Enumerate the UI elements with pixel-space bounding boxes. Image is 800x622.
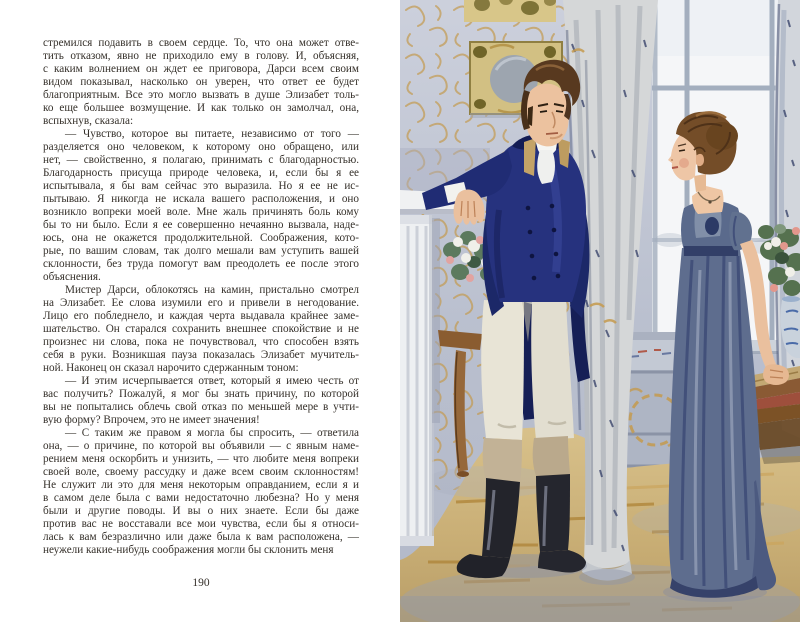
text-line: объяснения. bbox=[43, 271, 101, 283]
empire-waistband bbox=[684, 246, 738, 256]
text-line: с каким волнением он ждет ее приговора, Дарси всем своим bbox=[43, 63, 359, 75]
text-line: стремился подавить в своем сердце. То, что она может отве- bbox=[43, 37, 359, 49]
text-line: вы не попытались облечь свой отказ по меньшей мере в учти- bbox=[43, 401, 359, 413]
text-line: Благодарность присуща природе человека, и, если бы я ее bbox=[43, 167, 359, 179]
text-line: шательство. Он старался сохранить внешнее спокойствие и не bbox=[43, 323, 359, 335]
text-line: ко еще большее возмущение. И как только он замолчал, она, bbox=[43, 102, 359, 114]
text-line: произнес ни слова, пока не почувствовал, что способен взять bbox=[43, 336, 359, 348]
text-line: вую форму? Впрочем, это не имеет значения! bbox=[43, 414, 260, 426]
text-line: против вас не восставали все мои чувства, если бы я относи- bbox=[43, 518, 359, 530]
text-line: видом показывал, насколько он уверен, что ответ ее будет bbox=[43, 76, 359, 88]
text-line: пытываю. Я никогда не искала вашего расположения, и оно bbox=[43, 193, 359, 205]
text-line: вспыхнув, сказала: bbox=[43, 115, 134, 127]
text-line: рые, по вашим словам, так долго мешали вам уступить вашей bbox=[43, 245, 359, 257]
picture-frame-top bbox=[464, 0, 556, 22]
text-line: неужели какие-нибудь соображения могли бы склонить меня bbox=[43, 544, 334, 556]
text-line: своей воле, своему рассудку и даже всем своим склонностям! bbox=[43, 466, 359, 478]
text-line: на Элизабет. Ее слова изумили его и привели в негодование. bbox=[43, 297, 359, 309]
text-line: юсь, она не окажется продолжительной. Соображения, кото- bbox=[43, 232, 359, 244]
text-line: нет, — свойственно, я полагаю, принимать с благодарностью. bbox=[43, 154, 359, 166]
text-line: — И этим исчерпывается ответ, который я имею честь от bbox=[65, 375, 359, 387]
text-line: она, — о причине, по которой вы объявили — с явным наме- bbox=[43, 440, 359, 452]
text-line: Мистер Дарси, облокотясь на камин, пристально смотрел bbox=[65, 284, 359, 296]
text-line: тить отказом, явно не приходило ему в голову. И, объясняя, bbox=[43, 50, 359, 62]
text-line: — Чувство, которое вы питаете, независимо от того — bbox=[65, 128, 359, 140]
text-line: ной. Наконец он сказал нарочито сдержанным тоном: bbox=[43, 362, 299, 374]
waistcoat-collar bbox=[524, 138, 536, 176]
right-page-illustration bbox=[400, 0, 800, 622]
text-line: испытывала, я бы вам сейчас это выразила. Но я ее не ис- bbox=[43, 180, 359, 192]
breeches bbox=[481, 300, 524, 440]
elizabeth-neck bbox=[694, 174, 706, 192]
text-line: в самом деле была с вами недостаточно любезна? Но у меня bbox=[43, 492, 359, 504]
bodice-bow bbox=[705, 217, 719, 235]
text-line: рением меня оскорбить и унизить, — что любите меня вопреки bbox=[43, 453, 359, 465]
text-line: — С таким же правом я могла бы спросить, — ответила bbox=[65, 427, 359, 439]
elizabeth-ear bbox=[696, 154, 704, 166]
text-line: бы то ни было. Если я ее совершенно нечаянно вызвала, наде- bbox=[43, 219, 359, 231]
page-number: 190 bbox=[192, 577, 210, 589]
text-line: Лицо его побледнело, и каждая черта выдавала крайнее заме- bbox=[43, 310, 359, 322]
watercolor-illustration bbox=[400, 0, 800, 622]
text-line: себя в руки. Возникшая пауза показалась Элизабет мучитель- bbox=[43, 349, 359, 361]
text-line: были и другие поводы. И вы о них знаете. Если бы даже bbox=[43, 505, 359, 517]
text-line: вас получить? Пожалуй, я мог бы знать причину, по которой bbox=[43, 388, 359, 400]
text-line: разделяется оно человеком, к которому оно обращено, или bbox=[43, 141, 359, 153]
text-line: возникло вопреки моей воле. Мне жаль причинять боль кому bbox=[43, 206, 359, 218]
page-text bbox=[43, 37, 359, 557]
text-line: лась к вам безразлично или даже была к вам расположена, — bbox=[43, 531, 359, 543]
blush bbox=[679, 158, 689, 168]
text-line: склонности, без труда помогут вам преодолеть ее после этого bbox=[43, 258, 359, 270]
text-line: Не служит ли это для меня некоторым оправданием, если я и bbox=[43, 479, 359, 491]
boot-top bbox=[483, 438, 522, 482]
text-line: благоприятным. Все это могло вызвать в душе Элизабет толь- bbox=[43, 89, 359, 101]
